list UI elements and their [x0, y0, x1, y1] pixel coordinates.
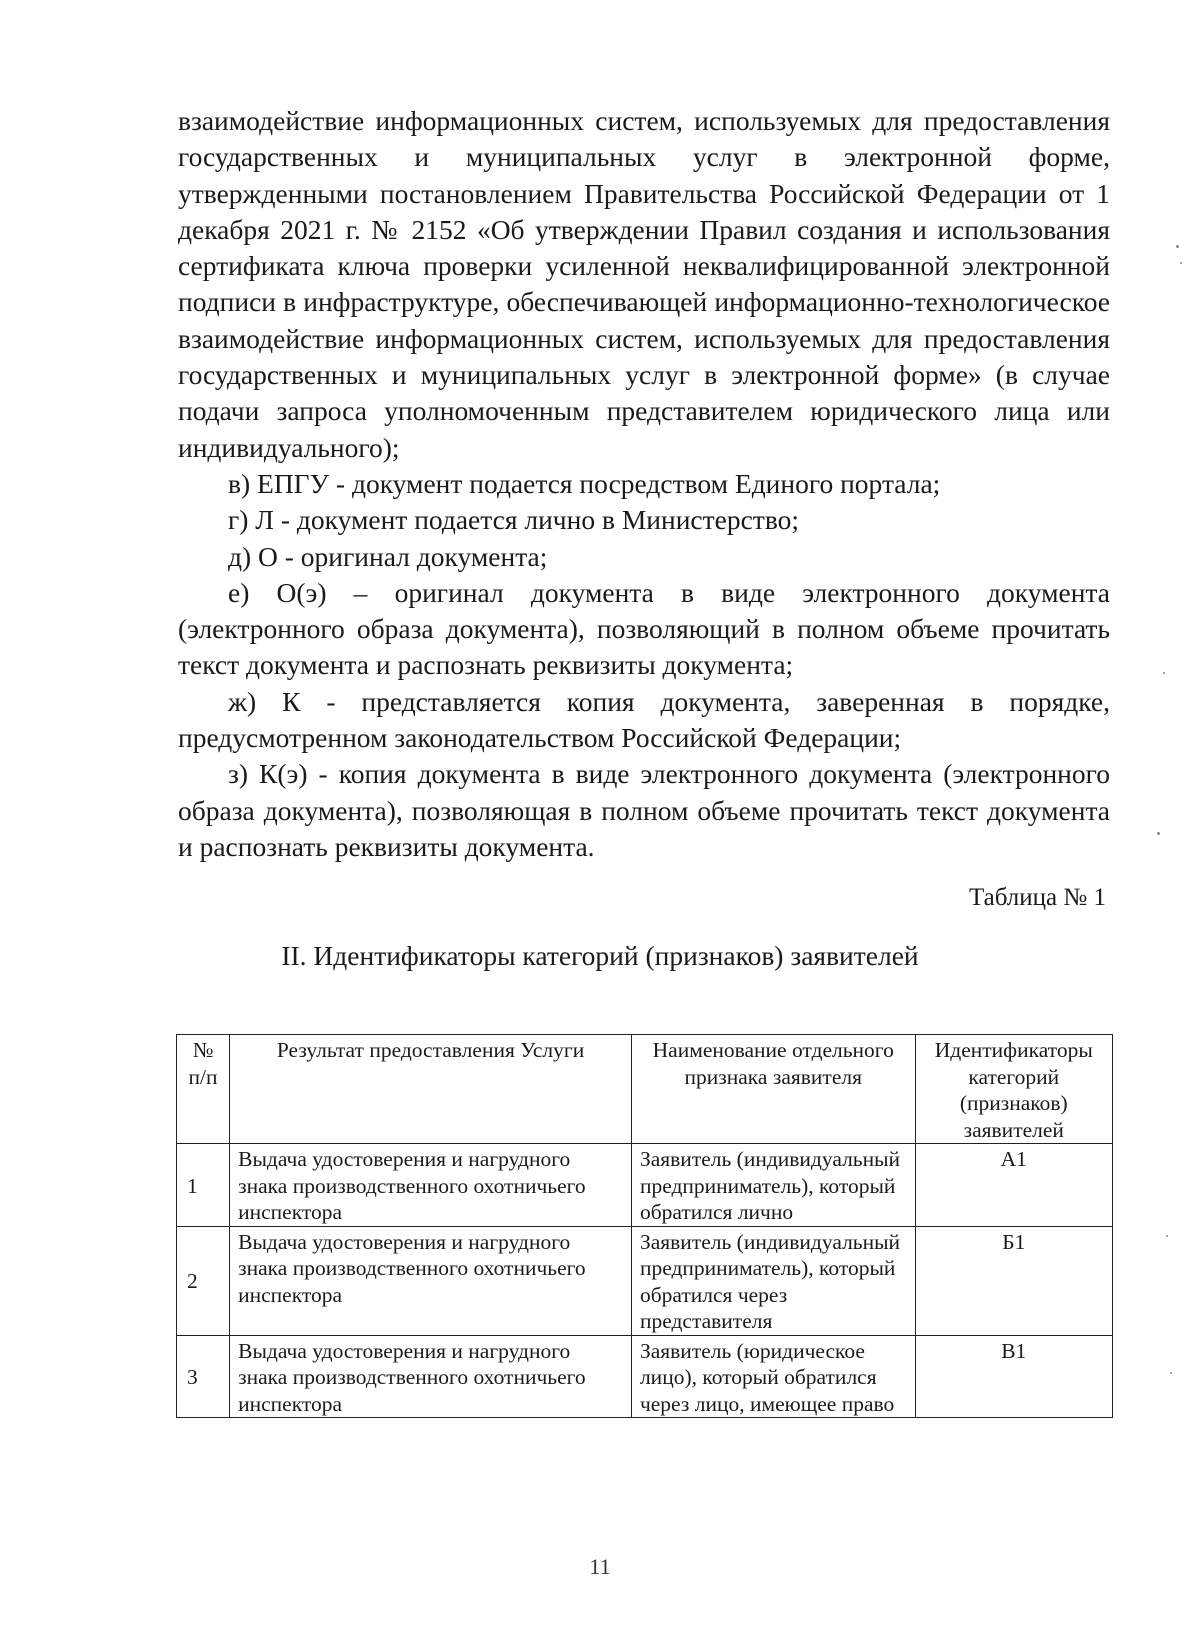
cell-code: Б1 [915, 1226, 1112, 1335]
paragraph-item-v: в) ЕПГУ - документ подается посредством Единого портала; [228, 467, 941, 499]
scan-speck [1170, 1372, 1172, 1374]
scan-speck [1163, 672, 1165, 674]
cell-num: 1 [177, 1144, 230, 1227]
table-row [177, 1144, 1113, 1227]
paragraph-item-e: е) О(э) – оригинал документа в виде электронного документа (электронного образа документа), позволяющий в полном объеме прочитать текст документа и распознать реквизиты документа; [178, 576, 1110, 681]
cell-sign: Заявитель (индивидуальный предприниматель), который обратился через представителя [631, 1226, 915, 1335]
table-row [177, 1335, 1113, 1418]
body-text [178, 103, 1110, 865]
scan-speck [1157, 832, 1160, 835]
table-header-row [177, 1035, 1113, 1144]
cell-num: 2 [177, 1226, 230, 1335]
table-label: Таблица № 1 [968, 884, 1106, 911]
cell-code: А1 [915, 1144, 1112, 1227]
identifiers-table [176, 1034, 1113, 1418]
cell-num: 3 [177, 1335, 230, 1418]
page-number: 11 [589, 1554, 611, 1579]
scan-speck [1180, 262, 1182, 264]
scan-speck [1166, 1235, 1168, 1237]
cell-sign: Заявитель (индивидуальный предприниматель), который обратился лично [631, 1144, 915, 1227]
header-identifier: Идентификаторы категорий (признаков) заявителей [915, 1035, 1112, 1144]
cell-result: Выдача удостоверения и нагрудного знака производственного охотничьего инспектора [230, 1144, 632, 1227]
section-title: II. Идентификаторы категорий (признаков) заявителей [281, 940, 919, 971]
cell-sign: Заявитель (юридическое лицо), который обратился через лицо, имеющее право [631, 1335, 915, 1418]
paragraph-item-z: з) К(э) - копия документа в виде электронного документа (электронного образа документа), позволяющая в полном объеме прочитать текст документа и распознать реквизиты документа. [178, 758, 1110, 862]
header-num: № п/п [177, 1035, 230, 1144]
cell-result: Выдача удостоверения и нагрудного знака производственного охотничьего инспектора [230, 1335, 632, 1418]
table-row [177, 1226, 1113, 1335]
cell-result: Выдача удостоверения и нагрудного знака производственного охотничьего инспектора [230, 1226, 632, 1335]
paragraph-continuation: взаимодействие информационных систем, используемых для предоставления государственных и муниципальных услуг в электронной форме, утвержденными постановлением Правительства Российской Федерации от 1 декабря 2021 г. № 2152 «Об утверждении Правил создания и использования сертификата ключа проверки усиленной неквалифицированной электронной подписи в инфраструктуре, обеспечивающей информационно-технологическое взаимодействие информационных систем, используемых для предоставления государственных и муниципальных услуг в электронной форме» (в случае подачи запроса уполномоченным представителем юридического лица или индивидуального); [178, 105, 1110, 463]
cell-code: В1 [915, 1335, 1112, 1418]
paragraph-item-d: д) О - оригинал документа; [228, 540, 548, 572]
header-result: Результат предоставления Услуги [230, 1035, 632, 1144]
paragraph-item-g: г) Л - документ подается лично в Министерство; [228, 504, 800, 536]
scan-speck [1176, 245, 1179, 248]
header-sign: Наименование отдельного признака заявителя [631, 1035, 915, 1144]
paragraph-item-zh: ж) К - представляется копия документа, заверенная в порядке, предусмотренном законодательством Российской Федерации; [178, 685, 1110, 754]
